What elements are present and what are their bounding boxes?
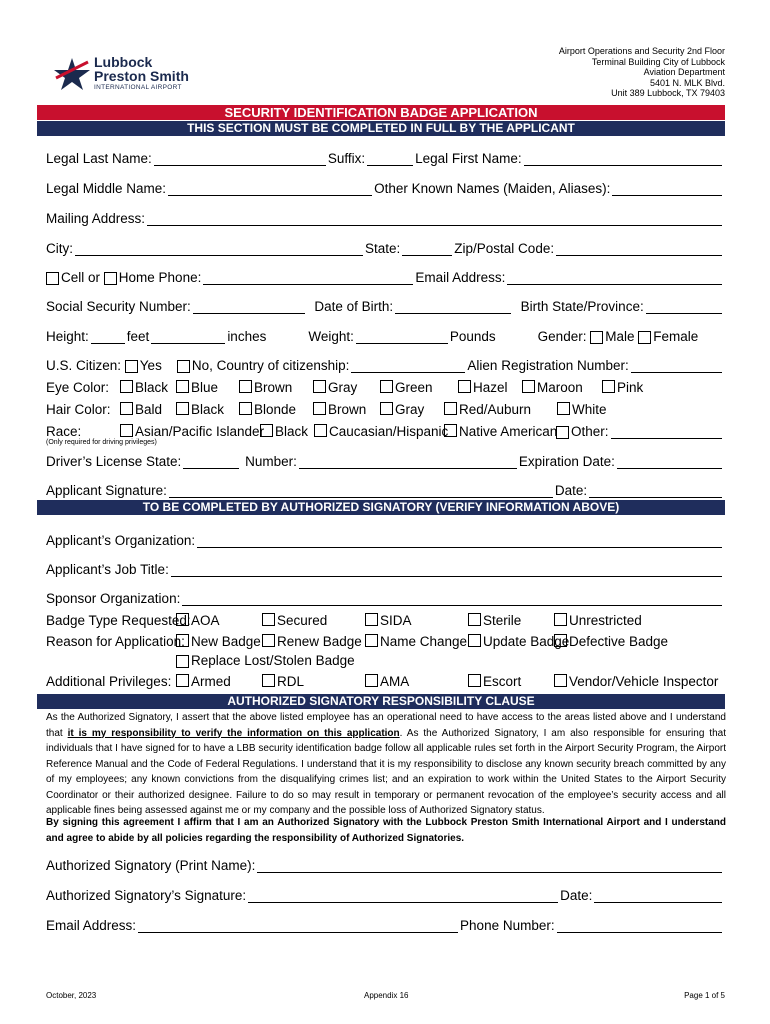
section-applicant-header: THIS SECTION MUST BE COMPLETED IN FULL BY THE APPLICANT [37, 121, 725, 136]
row-job [46, 559, 724, 577]
dl-number-field[interactable] [299, 455, 517, 469]
hair-white-checkbox[interactable] [557, 402, 570, 415]
mailing-field[interactable] [147, 212, 722, 226]
city-field[interactable] [75, 242, 363, 256]
row-license [46, 451, 724, 469]
reason-update-checkbox[interactable] [468, 634, 481, 647]
footer-page: Page 1 of 5 [684, 991, 725, 1000]
address-block [559, 46, 725, 99]
hair-opt: Brown [328, 402, 367, 417]
hair-red-checkbox[interactable] [444, 402, 457, 415]
priv-opt: Armed [191, 674, 231, 689]
phone-field[interactable] [203, 271, 413, 285]
ssn-field[interactable] [193, 300, 305, 314]
label-privileges: Additional Privileges: [46, 674, 172, 689]
state-field[interactable] [402, 242, 452, 256]
label-no-country: No, Country of citizenship: [191, 358, 350, 373]
label-pounds: Pounds [449, 329, 496, 344]
hair-brown-checkbox[interactable] [313, 402, 326, 415]
race-other-checkbox[interactable] [556, 426, 569, 439]
last-name-field[interactable] [154, 152, 326, 166]
label-first-name: Legal First Name: [415, 151, 522, 166]
hair-opt: Black [191, 402, 225, 417]
row-citizen [46, 355, 724, 373]
race-black-checkbox[interactable] [260, 424, 273, 437]
row-mailing [46, 208, 724, 226]
clause-text: As the Authorized Signatory, I assert that the above listed employee has an operational need to have access to the areas listed above and I understand that [46, 712, 726, 739]
reason-opt: New Badge [191, 634, 261, 649]
expiration-field[interactable] [617, 455, 722, 469]
label-last-name: Legal Last Name: [46, 151, 152, 166]
eye-opt: Green [395, 380, 433, 395]
row-height [46, 326, 724, 344]
row-hair [46, 399, 724, 417]
label-male: Male [605, 329, 635, 344]
label-female: Female [653, 329, 699, 344]
middle-name-field[interactable] [168, 182, 372, 196]
row-applicant-signature [46, 480, 724, 498]
label-feet: feet [126, 329, 150, 344]
label-zip: Zip/Postal Code: [454, 241, 555, 256]
inches-field[interactable] [151, 330, 225, 344]
footer-appendix: Appendix 16 [364, 991, 409, 1000]
org-field[interactable] [197, 534, 722, 548]
applicant-date-field[interactable] [589, 484, 722, 498]
priv-ama-checkbox[interactable] [365, 674, 378, 687]
label-expiration: Expiration Date: [518, 454, 615, 469]
dob-field[interactable] [395, 300, 511, 314]
badge-secured-checkbox[interactable] [262, 613, 275, 626]
badge-opt: AOA [191, 613, 220, 628]
label-gender: Gender: [537, 329, 587, 344]
logo-line-1: Lubbock [94, 54, 153, 70]
badge-sterile-checkbox[interactable] [468, 613, 481, 626]
reason-opt: Name Change [380, 634, 468, 649]
priv-opt: Escort [483, 674, 522, 689]
label-badge-type: Badge Type Requested: [46, 613, 191, 628]
address-line: 5401 N. MLK Blvd. [649, 77, 725, 88]
label-mailing: Mailing Address: [46, 211, 146, 226]
eye-opt: Gray [328, 380, 358, 395]
eye-opt: Blue [191, 380, 219, 395]
reason-new-checkbox[interactable] [176, 634, 189, 647]
label-yes: Yes [139, 358, 162, 373]
hair-opt: White [572, 402, 607, 417]
first-name-field[interactable] [524, 152, 722, 166]
row-sponsor [46, 588, 724, 606]
birth-state-field[interactable] [646, 300, 722, 314]
reason-opt: Update Badge [483, 634, 570, 649]
address-line: Airport Operations and Security 2nd Floor [558, 46, 725, 56]
label-applicant-signature: Applicant Signature: [46, 483, 167, 498]
hair-gray-checkbox[interactable] [380, 402, 393, 415]
eye-opt: Pink [617, 380, 644, 395]
hair-opt: Blonde [254, 402, 297, 417]
label-date: Date: [554, 483, 588, 498]
zip-field[interactable] [556, 242, 722, 256]
logo-line-2: Preston Smith [94, 68, 189, 84]
priv-rdl-checkbox[interactable] [262, 674, 275, 687]
eye-opt: Black [135, 380, 169, 395]
row-replace [176, 650, 476, 668]
race-native-checkbox[interactable] [444, 424, 457, 437]
eye-pink-checkbox[interactable] [602, 380, 615, 393]
label-dl-number: Number: [245, 454, 297, 469]
clause-text: . As the Authorized Signatory, I am also responsible for ensuring that individuals that I have signed for to have a LBB security identification badge follow all applicable rules set forth in the Airport Security Program, the Airport Reference Manual and the Code of Federal Regulations. I understand that it is my responsibility to disclose any known security breach committed by any of my employees; any known convictions from the disqualifying crimes list; and an expiration to work within the United States to the Airport Security Coordinator or their authorized designee. Failure to do so may result in temporary or permanent revocation of the employee’s security access and all applicable fines being assessed against me or my company and the possible loss of Authorized Signatory status. [46, 727, 726, 816]
label-home-phone: Home Phone: [118, 270, 202, 285]
label-weight: Weight: [308, 329, 354, 344]
hair-bald-checkbox[interactable] [120, 402, 133, 415]
eye-hazel-checkbox[interactable] [458, 380, 471, 393]
label-suffix: Suffix: [327, 151, 366, 166]
priv-vendor-checkbox[interactable] [554, 674, 567, 687]
label-ssn: Social Security Number: [46, 299, 191, 314]
weight-field[interactable] [356, 330, 448, 344]
label-sig-email: Email Address: [46, 918, 137, 933]
label-hair: Hair Color: [46, 402, 111, 417]
priv-escort-checkbox[interactable] [468, 674, 481, 687]
label-alien: Alien Registration Number: [467, 358, 629, 373]
label-job: Applicant’s Job Title: [46, 562, 169, 577]
badge-opt: Sterile [483, 613, 522, 628]
phone-number-field[interactable] [557, 919, 722, 933]
row-city [46, 238, 724, 256]
job-field[interactable] [171, 563, 722, 577]
label-phone: Phone Number: [460, 918, 555, 933]
applicant-signature-field[interactable] [169, 484, 553, 498]
print-name-field[interactable] [257, 859, 722, 873]
hair-opt: Gray [395, 402, 425, 417]
email-field[interactable] [507, 271, 722, 285]
race-opt: Caucasian/Hispanic [329, 424, 449, 439]
other-names-field[interactable] [612, 182, 722, 196]
label-dob: Date of Birth: [314, 299, 394, 314]
address-line: Aviation Department [643, 67, 725, 77]
badge-sida-checkbox[interactable] [365, 613, 378, 626]
priv-opt: AMA [380, 674, 410, 689]
label-state: State: [365, 241, 401, 256]
race-opt: Asian/Pacific Islander [135, 424, 265, 439]
reason-replace-checkbox[interactable] [176, 655, 189, 668]
race-opt: Native American [459, 424, 558, 439]
hair-blonde-checkbox[interactable] [239, 402, 252, 415]
footer-date: October, 2023 [46, 991, 97, 1000]
badge-opt: SIDA [380, 613, 412, 628]
reason-name-change-checkbox[interactable] [365, 634, 378, 647]
row-reason [46, 631, 724, 649]
signature-field[interactable] [248, 889, 558, 903]
reason-defective-checkbox[interactable] [554, 634, 567, 647]
label-email: Email Address: [415, 270, 506, 285]
form-title: SECURITY IDENTIFICATION BADGE APPLICATION [37, 105, 725, 120]
row-middle [46, 178, 724, 196]
reason-opt: Defective Badge [569, 634, 669, 649]
label-middle-name: Legal Middle Name: [46, 181, 167, 196]
address-line: Terminal Building City of Lubbock [591, 56, 725, 67]
home-checkbox[interactable] [104, 272, 117, 285]
row-org [46, 530, 724, 548]
race-opt: Black [275, 424, 309, 439]
label-sponsor: Sponsor Organization: [46, 591, 181, 606]
row-signature [46, 885, 724, 903]
section-clause-header: AUTHORIZED SIGNATORY RESPONSIBILITY CLAUSE [37, 694, 725, 709]
female-checkbox[interactable] [638, 331, 651, 344]
label-race: Race: [46, 424, 82, 439]
badge-opt: Unrestricted [569, 613, 642, 628]
dl-state-field[interactable] [183, 455, 239, 469]
hair-opt: Red/Auburn [459, 402, 532, 417]
label-sig-date: Date: [560, 888, 593, 903]
priv-opt: Vendor/Vehicle Inspector [569, 674, 719, 689]
priv-armed-checkbox[interactable] [176, 674, 189, 687]
eye-opt: Hazel [473, 380, 508, 395]
label-height: Height: [46, 329, 89, 344]
label-citizen: U.S. Citizen: [46, 358, 122, 373]
eye-brown-checkbox[interactable] [239, 380, 252, 393]
row-eye [46, 377, 724, 395]
badge-aoa-checkbox[interactable] [176, 613, 189, 626]
race-opt: Other: [571, 424, 609, 439]
row-privileges [46, 671, 724, 689]
row-contact [46, 915, 724, 933]
section-signatory-header: TO BE COMPLETED BY AUTHORIZED SIGNATORY (VERIFY INFORMATION ABOVE) [37, 500, 725, 515]
alien-field[interactable] [631, 359, 722, 373]
citizen-yes-checkbox[interactable] [125, 360, 138, 373]
clause-affirm: By signing this agreement I affirm that I am an Authorized Signatory with the Lubbock Preston Smith International Airport and I understand and agree to abide by all policies regarding the responsibility of Authorized Signatories. [46, 817, 726, 844]
priv-opt: RDL [277, 674, 305, 689]
race-asian-checkbox[interactable] [120, 424, 133, 437]
sponsor-field[interactable] [182, 592, 722, 606]
feet-field[interactable] [91, 330, 125, 344]
race-other-field[interactable] [611, 425, 722, 439]
address-line: Unit 389 Lubbock, TX 79403 [611, 88, 725, 98]
row-race [46, 421, 724, 439]
label-eye: Eye Color: [46, 380, 110, 395]
eye-gray-checkbox[interactable] [313, 380, 326, 393]
country-field[interactable] [351, 359, 465, 373]
airport-logo-star-icon [52, 56, 92, 92]
eye-opt: Brown [254, 380, 293, 395]
driving-note: (Only required for driving privileges) [46, 439, 157, 446]
row-ssn [46, 296, 724, 314]
sig-date-field[interactable] [594, 889, 722, 903]
male-checkbox[interactable] [590, 331, 603, 344]
suffix-field[interactable] [367, 152, 413, 166]
cell-checkbox[interactable] [46, 272, 59, 285]
label-cell: Cell or [61, 270, 101, 285]
sig-email-field[interactable] [138, 919, 458, 933]
badge-opt: Secured [277, 613, 328, 628]
label-replace: Replace Lost/Stolen Badge [191, 653, 355, 668]
reason-renew-checkbox[interactable] [262, 634, 275, 647]
eye-green-checkbox[interactable] [380, 380, 393, 393]
label-inches: inches [227, 329, 267, 344]
row-names [46, 148, 724, 166]
label-print-name: Authorized Signatory (Print Name): [46, 858, 256, 873]
eye-opt: Maroon [537, 380, 583, 395]
reason-opt: Renew Badge [277, 634, 362, 649]
label-other-names: Other Known Names (Maiden, Aliases): [374, 181, 611, 196]
row-phone [46, 267, 724, 285]
hair-black-checkbox[interactable] [176, 402, 189, 415]
clause-emphasis: it is my responsibility to verify the information on this application [67, 727, 400, 739]
eye-black-checkbox[interactable] [120, 380, 133, 393]
logo-line-3: INTERNATIONAL AIRPORT [94, 84, 182, 91]
row-print-name [46, 855, 724, 873]
label-signature: Authorized Signatory’s Signature: [46, 888, 247, 903]
label-birth-state: Birth State/Province: [520, 299, 644, 314]
row-badge-type [46, 610, 724, 628]
hair-opt: Bald [135, 402, 163, 417]
race-caucasian-checkbox[interactable] [314, 424, 327, 437]
label-reason: Reason for Application: [46, 634, 185, 649]
badge-unrestricted-checkbox[interactable] [554, 613, 567, 626]
eye-blue-checkbox[interactable] [176, 380, 189, 393]
label-dl-state: Driver’s License State: [46, 454, 182, 469]
label-org: Applicant’s Organization: [46, 533, 196, 548]
citizen-no-checkbox[interactable] [177, 360, 190, 373]
clause-paragraph [46, 710, 726, 819]
label-city: City: [46, 241, 73, 256]
eye-maroon-checkbox[interactable] [522, 380, 535, 393]
